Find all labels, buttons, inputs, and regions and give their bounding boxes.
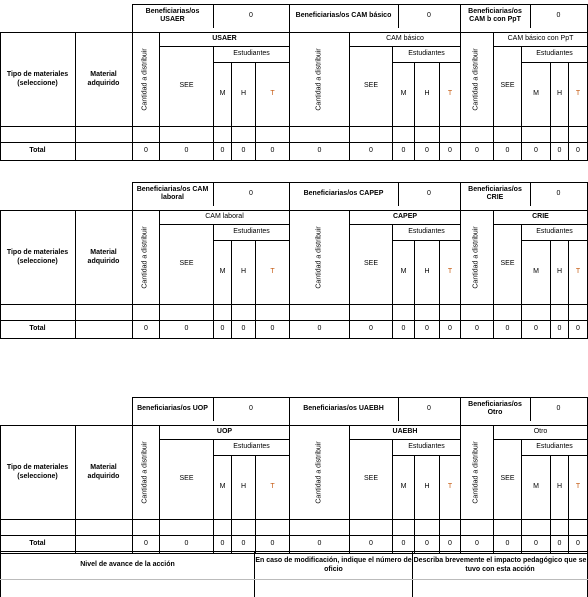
total-t: 0 [576,540,580,548]
tipo-materiales-header: Tipo de materiales (seleccione) [6,249,69,265]
total-cantidad: 0 [475,540,479,548]
group-header: Otro [533,428,548,436]
cantidad-distribuir-header: Cantidad a distribuir [315,440,323,504]
t-header: T [575,483,581,491]
see-header: SEE [363,82,378,90]
total-see: 0 [369,147,373,155]
total-see: 0 [184,325,189,333]
group-header: CAM básico con PpT [507,35,574,43]
beneficiaries-table [0,182,588,338]
beneficiaries-table [0,4,588,160]
estudiantes-header: Estudiantes [233,228,270,236]
group-header: CAM básico [386,35,424,43]
total-m: 0 [220,540,225,548]
total-t: 0 [448,147,452,155]
see-header: SEE [363,475,378,483]
t-header: T [447,483,453,491]
t-header: T [270,268,275,276]
tipo-materiales-select[interactable] [1,127,75,142]
group-header: UOP [216,428,233,436]
total-h: 0 [557,540,562,548]
total-m: 0 [401,540,406,548]
total-cantidad: 0 [317,147,322,155]
t-header: T [575,90,581,98]
beneficiaries-label: Beneficiarias/os CAM laboral [136,185,209,201]
m-header: M [400,483,407,491]
material-input[interactable] [76,305,131,320]
tipo-materiales-header: Tipo de materiales (seleccione) [6,71,69,87]
cantidad-distribuir-header: Cantidad a distribuir [473,225,481,289]
total-t: 0 [576,325,580,333]
total-cantidad: 0 [475,325,479,333]
cantidad-distribuir-header: Cantidad a distribuir [142,225,150,289]
m-header: M [219,483,226,491]
cantidad-distribuir-header: Cantidad a distribuir [142,47,150,111]
total-m: 0 [534,325,538,333]
avance-header: Nivel de avance de la acción [80,561,175,569]
total-cantidad: 0 [144,540,148,548]
total-h: 0 [425,540,429,548]
see-header: SEE [179,82,194,90]
total-h: 0 [241,540,246,548]
beneficiaries-label: Beneficiarias/os CAPEP [303,189,384,197]
beneficiaries-count: 0 [427,189,431,197]
see-header: SEE [179,260,194,268]
cantidad-distribuir-header: Cantidad a distribuir [142,440,150,504]
h-header: H [556,483,563,491]
estudiantes-header: Estudiantes [233,443,270,451]
total-h: 0 [425,325,429,333]
beneficiaries-label: Beneficiarias/os CAM b con PpT [468,7,522,23]
total-h: 0 [241,325,246,333]
beneficiaries-count: 0 [249,404,253,412]
h-header: H [240,483,247,491]
total-h: 0 [241,147,246,155]
see-header: SEE [500,82,515,90]
m-header: M [533,268,539,276]
total-see: 0 [505,147,510,155]
oficio-header: En caso de modificación, indique el número de oficio [255,557,412,573]
see-header: SEE [500,260,515,268]
total-t: 0 [448,325,452,333]
total-h: 0 [425,147,429,155]
h-header: H [240,268,247,276]
tipo-materiales-select[interactable] [1,305,75,320]
material-adquirido-header: Material adquirido [87,71,120,87]
beneficiaries-count: 0 [249,11,253,19]
beneficiaries-label: Beneficiarias/os UOP [137,404,208,412]
beneficiaries-label: Beneficiarias/os USAER [145,7,200,23]
cantidad-distribuir-header: Cantidad a distribuir [315,47,323,111]
beneficiaries-table [0,397,588,553]
material-adquirido-header: Material adquirido [87,249,120,265]
total-see: 0 [184,147,189,155]
material-input[interactable] [76,520,131,535]
group-header: CAPEP [392,213,418,221]
total-m: 0 [220,325,225,333]
total-label: Total [29,325,46,333]
group-header: UAEBH [392,428,418,436]
total-cantidad: 0 [144,147,148,155]
beneficiaries-label: Beneficiarias/os UAEBH [303,404,384,412]
total-t: 0 [270,147,275,155]
total-h: 0 [557,147,562,155]
beneficiaries-count: 0 [249,189,253,197]
estudiantes-header: Estudiantes [233,50,270,58]
cantidad-distribuir-header: Cantidad a distribuir [473,47,481,111]
avance-input[interactable] [1,580,254,597]
oficio-input[interactable] [255,580,412,597]
cantidad-distribuir-header: Cantidad a distribuir [473,440,481,504]
estudiantes-header: Estudiantes [536,443,573,451]
t-header: T [575,268,581,276]
tipo-materiales-header: Tipo de materiales (seleccione) [6,464,69,480]
m-header: M [400,90,407,98]
total-m: 0 [534,540,538,548]
total-see: 0 [369,325,373,333]
t-header: T [447,268,453,276]
total-t: 0 [270,540,275,548]
beneficiaries-count: 0 [427,11,431,19]
impacto-input[interactable] [413,580,587,597]
cantidad-distribuir-header: Cantidad a distribuir [315,225,323,289]
h-header: H [424,90,430,98]
total-m: 0 [534,147,538,155]
tipo-materiales-select[interactable] [1,520,75,535]
total-cantidad: 0 [144,325,148,333]
estudiantes-header: Estudiantes [536,50,573,58]
estudiantes-header: Estudiantes [408,228,445,236]
total-m: 0 [401,147,406,155]
estudiantes-header: Estudiantes [408,443,445,451]
total-t: 0 [448,540,452,548]
m-header: M [533,483,539,491]
h-header: H [424,483,430,491]
group-header: CRIE [532,213,549,221]
total-see: 0 [369,540,373,548]
t-header: T [270,90,275,98]
total-t: 0 [270,325,275,333]
beneficiaries-count: 0 [556,404,561,412]
total-see: 0 [505,325,510,333]
beneficiaries-label: Beneficiarias/os Otro [468,400,522,416]
total-label: Total [29,147,46,155]
beneficiaries-label: Beneficiarias/os CRIE [468,185,522,201]
h-header: H [556,90,563,98]
h-header: H [240,90,247,98]
see-header: SEE [179,475,194,483]
estudiantes-header: Estudiantes [408,50,445,58]
beneficiaries-label: Beneficiarias/os CAM básico [295,11,392,19]
total-cantidad: 0 [317,540,322,548]
total-t: 0 [576,147,580,155]
total-cantidad: 0 [317,325,322,333]
m-header: M [219,268,226,276]
beneficiaries-count: 0 [427,404,431,412]
see-header: SEE [500,475,515,483]
h-header: H [424,268,430,276]
estudiantes-header: Estudiantes [536,228,573,236]
total-h: 0 [557,325,562,333]
total-label: Total [29,540,46,548]
m-header: M [533,90,539,98]
t-header: T [447,90,453,98]
material-adquirido-header: Material adquirido [87,464,120,480]
footer-table [0,551,588,597]
material-input[interactable] [76,127,131,142]
t-header: T [270,483,275,491]
see-header: SEE [363,260,378,268]
group-header: CAM laboral [205,213,244,221]
beneficiaries-count: 0 [556,11,561,19]
m-header: M [400,268,407,276]
impacto-header: Describa brevemente el impacto pedagógico que se tuvo con esta acción [413,557,587,573]
total-m: 0 [220,147,225,155]
total-see: 0 [505,540,510,548]
m-header: M [219,90,226,98]
beneficiaries-count: 0 [556,189,561,197]
group-header: USAER [212,35,237,43]
total-m: 0 [401,325,406,333]
h-header: H [556,268,563,276]
total-cantidad: 0 [475,147,479,155]
total-see: 0 [184,540,189,548]
